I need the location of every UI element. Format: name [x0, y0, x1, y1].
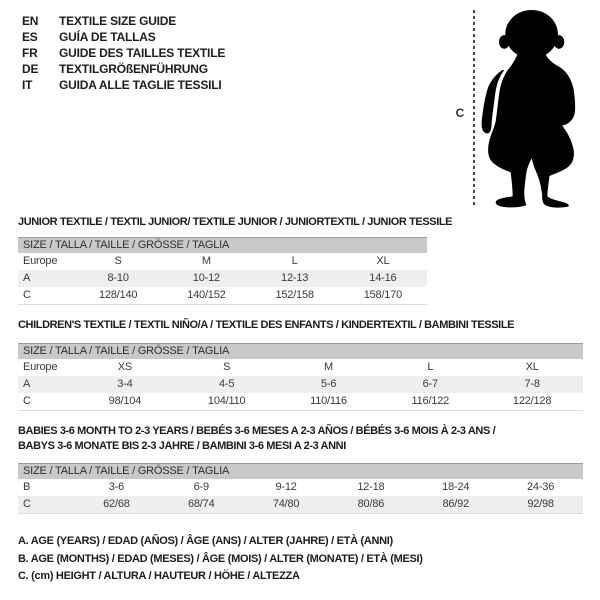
table-cell: 6-9 [193, 481, 209, 493]
table-cell: 10-12 [192, 272, 220, 284]
lang-text: GUIDE DES TAILLES TEXTILE [59, 46, 226, 60]
table-cell: 128/140 [98, 289, 138, 301]
footnote-a: A. AGE (YEARS) / EDAD (AÑOS) / ÂGE (ANS) / ALTER (JAHRE) / ETÀ (ANNI) [18, 535, 393, 547]
junior-size-table [18, 237, 427, 305]
table-cell: L [291, 255, 298, 267]
table-cell: 158/170 [363, 289, 403, 301]
babies-size-table [18, 463, 583, 514]
row-label: A [23, 378, 31, 390]
babies-table-title-line2: BABYS 3-6 MONATE BIS 2-3 JAHRE / BAMBINI 3-6 MESI A 2-3 ANNI [18, 440, 346, 452]
lang-row-de [22, 61, 225, 77]
table-cell: 12-13 [281, 272, 309, 284]
lang-row-fr [22, 45, 225, 61]
table-cell: 7-8 [524, 378, 540, 390]
size-header-band: SIZE / TALLA / TAILLE / GRÖSSE / TAGLIA [18, 463, 583, 479]
lang-code: ES [22, 30, 38, 44]
row-label: Europe [23, 255, 58, 267]
table-cell: S [114, 255, 122, 267]
lang-text: TEXTILE SIZE GUIDE [59, 14, 177, 28]
children-size-table [18, 343, 583, 411]
table-cell: 92/98 [527, 498, 554, 510]
table-cell: 74/80 [272, 498, 300, 510]
table-row [18, 479, 583, 496]
table-cell: M [324, 361, 333, 373]
row-label: Europe [23, 361, 58, 373]
height-measure-label: C [455, 106, 465, 120]
table-cell: S [223, 361, 231, 373]
table-cell: M [201, 255, 211, 267]
row-label: C [23, 395, 31, 407]
table-cell: 18-24 [442, 481, 470, 493]
table-cell: XL [376, 255, 390, 267]
table-row [18, 393, 583, 410]
lang-code: EN [22, 14, 39, 28]
table-cell: 152/158 [275, 289, 314, 301]
babies-table-title-line1: BABIES 3-6 MONTH TO 2-3 YEARS / BEBÉS 3-6 MESES A 2-3 AÑOS / BÉBÉS 3-6 MOIS À 2-3 ANS / [18, 425, 496, 437]
table-cell: 8-10 [107, 272, 129, 284]
table-row [18, 287, 427, 304]
height-measure-dashed-line [473, 10, 475, 208]
table-row [18, 376, 583, 393]
table-cell: 5-6 [320, 378, 337, 390]
footnotes [18, 533, 423, 586]
table-cell: 104/110 [207, 395, 246, 407]
table-cell: 3-4 [117, 378, 133, 390]
table-cell: 80/86 [357, 498, 385, 510]
table-row [18, 359, 583, 376]
lang-text: GUÍA DE TALLAS [59, 30, 156, 44]
table-cell: 4-5 [219, 378, 235, 390]
size-header-band: SIZE / TALLA / TAILLE / GRÖSSE / TAGLIA [18, 237, 427, 253]
lang-code: FR [22, 46, 38, 60]
table-cell: 98/104 [108, 395, 142, 407]
junior-table-title: JUNIOR TEXTILE / TEXTIL JUNIOR/ TEXTILE JUNIOR / JUNIORTEXTIL / JUNIOR TESSILE [18, 216, 453, 228]
table-cell: 86/92 [442, 498, 469, 510]
lang-text: GUIDA ALLE TAGLIE TESSILI [59, 78, 222, 92]
table-cell: XL [525, 361, 539, 373]
table-cell: 140/152 [187, 289, 226, 301]
row-label: C [23, 498, 31, 510]
table-cell: 122/128 [512, 395, 552, 407]
lang-row-it [22, 77, 225, 93]
table-cell: 62/68 [103, 498, 130, 510]
lang-code: IT [22, 78, 33, 92]
table-cell: 14-16 [369, 272, 397, 284]
lang-text: TEXTILGRÖßENFÜHRUNG [59, 62, 208, 76]
table-cell: 12-18 [357, 481, 385, 493]
row-label: A [23, 272, 31, 284]
table-cell: 6-7 [422, 378, 438, 390]
table-cell: L [427, 361, 434, 373]
table-cell: XS [117, 361, 133, 373]
size-header-band: SIZE / TALLA / TAILLE / GRÖSSE / TAGLIA [18, 343, 583, 359]
footnote-c: C. (cm) HEIGHT / ALTURA / HAUTEUR / HÖHE / ALTEZZA [18, 570, 300, 582]
table-cell: 3-6 [108, 481, 125, 493]
row-label: B [23, 481, 31, 493]
table-cell: 9-12 [275, 481, 297, 493]
table-row [18, 496, 583, 513]
table-cell: 68/74 [187, 498, 215, 510]
baby-silhouette-icon [479, 8, 580, 208]
lang-row-en [22, 13, 225, 29]
table-cell: 116/122 [411, 395, 450, 407]
table-cell: 24-36 [527, 481, 555, 493]
language-header [22, 13, 225, 93]
row-label: C [23, 289, 31, 301]
table-row [18, 270, 427, 287]
footnote-b: B. AGE (MONTHS) / EDAD (MESES) / ÂGE (MOIS) / ALTER (MONATE) / ETÀ (MESI) [18, 552, 423, 565]
babies-table-title [18, 424, 495, 454]
table-row [18, 253, 427, 270]
table-cell: 110/116 [310, 395, 347, 407]
lang-row-es [22, 29, 225, 45]
children-table-title: CHILDREN'S TEXTILE / TEXTIL NIÑO/A / TEXTILE DES ENFANTS / KINDERTEXTIL / BAMBINI TESSILE [18, 319, 515, 331]
lang-code: DE [22, 62, 39, 76]
